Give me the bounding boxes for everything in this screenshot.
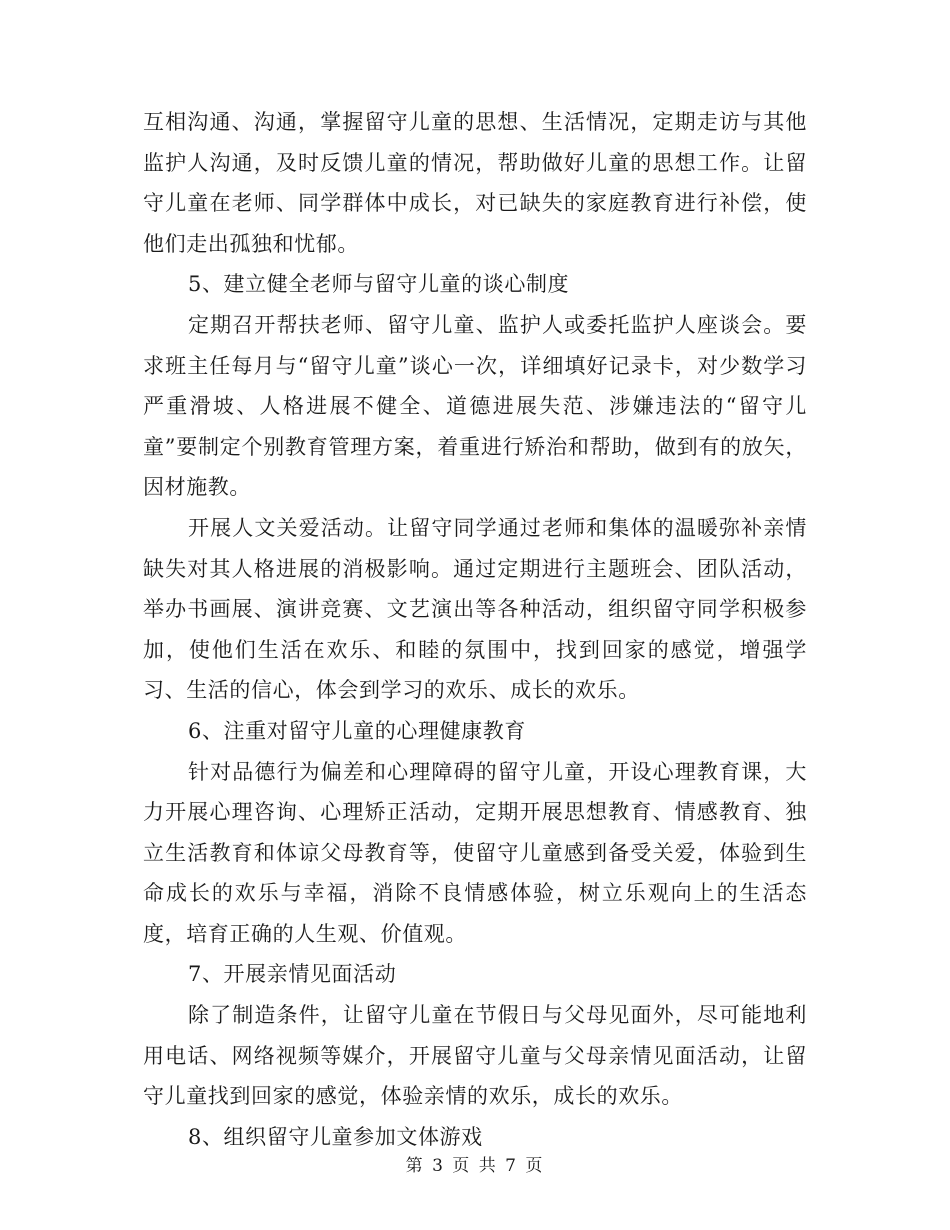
paragraph-mental-health: 针对品德行为偏差和心理障碍的留守儿童，开设心理教育课，大力开展心理咨询、心理矫正活动，定期开展思想教育、情感教育、独立生活教育和体谅父母教育等，使留守儿童感到备受关爱，体验到生命成长的欢乐与幸福，消除不良情感体验，树立乐观向上的生活态度，培育正确的人生观、价值观。 bbox=[143, 759, 807, 946]
section-heading-5: 5、建立健全老师与留守儿童的谈心制度 bbox=[188, 272, 570, 297]
paragraph-humanistic-care: 开展人文关爱活动。让留守同学通过老师和集体的温暖弥补亲情缺失对其人格进展的消极影响。通过定期进行主题班会、团队活动，举办书画展、演讲竞赛、文艺演出等各种活动，组织留守同学积极参加，使他们生活在欢乐、和睦的氛围中，找到回家的感觉，增强学习、生活的信心，体会到学习的欢乐、成长的欢乐。 bbox=[143, 515, 807, 703]
section-heading-6: 6、注重对留守儿童的心理健康教育 bbox=[188, 718, 526, 743]
document-body bbox=[143, 102, 807, 1157]
paragraph-family-meeting: 除了制造条件，让留守儿童在节假日与父母见面外，尽可能地利用电话、网络视频等媒介，开展留守儿童与父母亲情见面活动，让留守儿童找到回家的感觉，体验亲情的欢乐，成长的欢乐。 bbox=[143, 1003, 807, 1109]
paragraph-talk-system: 定期召开帮扶老师、留守儿童、监护人或委托监护人座谈会。要求班主任每月与“留守儿童”谈心一次，详细填好记录卡，对少数学习严重滑坡、人格进展不健全、道德进展失范、涉嫌违法的“留守儿童”要制定个别教育管理方案，着重进行矫治和帮助，做到有的放矢，因材施教。 bbox=[143, 312, 807, 500]
page-footer bbox=[0, 1151, 950, 1176]
section-heading-8: 8、组织留守儿童参加文体游戏 bbox=[188, 1124, 483, 1149]
section-heading-7: 7、开展亲情见面活动 bbox=[188, 962, 397, 987]
paragraph-intro-continuation: 互相沟通、沟通，掌握留守儿童的思想、生活情况，定期走访与其他监护人沟通，及时反馈儿童的情况，帮助做好儿童的思想工作。让留守儿童在老师、同学群体中成长，对已缺失的家庭教育进行补偿，使他们走出孤独和忧郁。 bbox=[143, 110, 807, 256]
page-number-label: 第 3 页 共 7 页 bbox=[405, 1156, 545, 1176]
